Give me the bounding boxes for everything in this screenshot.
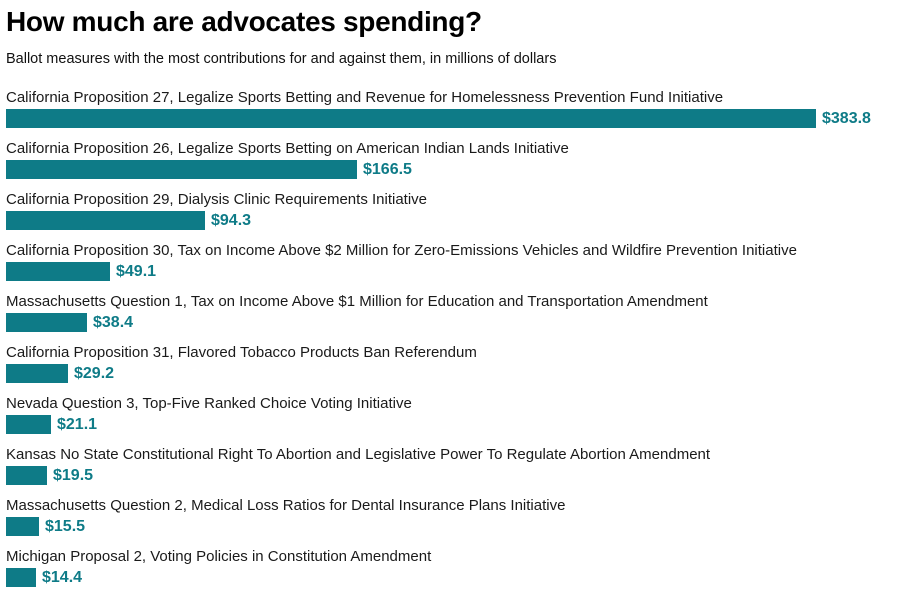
measure-label: Massachusetts Question 2, Medical Loss Ratios for Dental Insurance Plans Initiative <box>6 497 566 514</box>
bar <box>6 211 205 230</box>
bar <box>6 160 357 179</box>
chart-subtitle: Ballot measures with the most contributions for and against them, in millions of dollars <box>6 51 557 67</box>
bar <box>6 109 816 128</box>
bar-row <box>6 497 892 536</box>
bar-value-label: $14.4 <box>42 568 83 586</box>
bar-value-label: $94.3 <box>211 211 252 229</box>
bar-row <box>6 548 892 587</box>
measure-label: California Proposition 26, Legalize Sports Betting on American Indian Lands Initiative <box>6 140 569 157</box>
bar-row <box>6 293 892 332</box>
bar-value-label: $21.1 <box>57 415 98 433</box>
bar <box>6 517 39 536</box>
bar-row <box>6 191 892 230</box>
measure-label: California Proposition 31, Flavored Tobacco Products Ban Referendum <box>6 344 477 361</box>
bar-row <box>6 395 892 434</box>
measure-label: Massachusetts Question 1, Tax on Income Above $1 Million for Education and Transportation Amendment <box>6 293 708 310</box>
bar-row <box>6 446 892 485</box>
bar <box>6 262 110 281</box>
bar-chart <box>6 89 892 587</box>
bar-value-label: $166.5 <box>363 160 412 178</box>
bar <box>6 415 51 434</box>
bar <box>6 466 47 485</box>
measure-label: Michigan Proposal 2, Voting Policies in Constitution Amendment <box>6 548 432 565</box>
bar-value-label: $49.1 <box>116 262 157 280</box>
bar-row <box>6 89 892 128</box>
page-title: How much are advocates spending? <box>6 6 482 37</box>
measure-label: California Proposition 27, Legalize Sports Betting and Revenue for Homelessness Prevention Fund Initiative <box>6 89 724 106</box>
measure-label: Kansas No State Constitutional Right To Abortion and Legislative Power To Regulate Abortion Amendment <box>6 446 711 463</box>
bar-value-label: $15.5 <box>45 517 86 535</box>
bar-row <box>6 344 892 383</box>
bar <box>6 568 36 587</box>
measure-label: California Proposition 29, Dialysis Clinic Requirements Initiative <box>6 191 428 208</box>
measure-label: California Proposition 30, Tax on Income Above $2 Million for Zero-Emissions Vehicles and Wildfire Prevention Initiative <box>6 242 797 259</box>
bar-value-label: $19.5 <box>53 466 94 484</box>
bar-value-label: $38.4 <box>93 313 134 331</box>
bar <box>6 364 68 383</box>
measure-label: Nevada Question 3, Top-Five Ranked Choice Voting Initiative <box>6 395 412 412</box>
bar-value-label: $29.2 <box>74 364 115 382</box>
bar-row <box>6 140 892 179</box>
bar-value-label: $383.8 <box>822 109 871 127</box>
bar-row <box>6 242 892 281</box>
bar <box>6 313 87 332</box>
